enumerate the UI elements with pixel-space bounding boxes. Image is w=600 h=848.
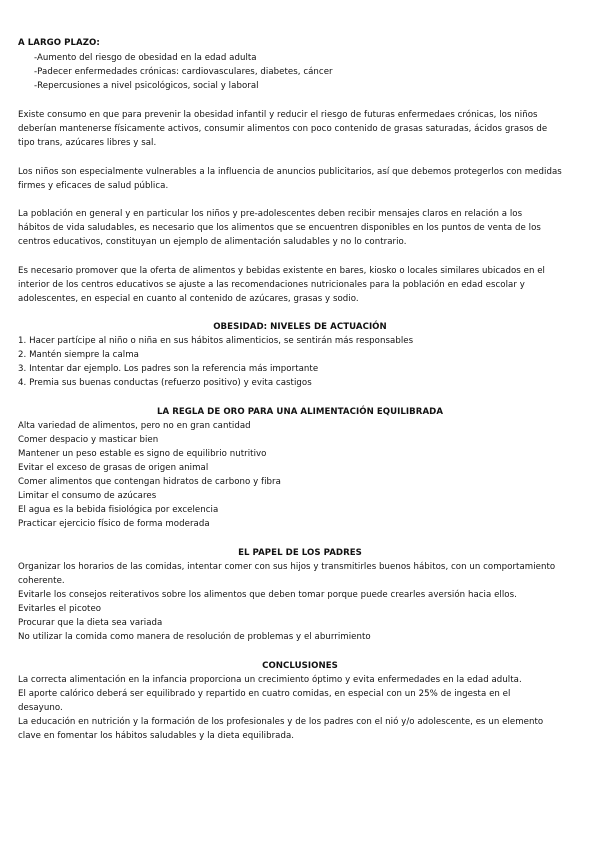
list-item: Limitar el consumo de azúcares [18,491,157,501]
paragraph-line: deberían mantenerse físicamente activos, consumir alimentos con poco contenido de grasas saturadas, ácidos grasos de [18,124,548,134]
list-item: 2. Mantén siempre la calma [18,350,139,360]
list-item: -Padecer enfermedades crónicas: cardiovasculares, diabetes, cáncer [34,67,333,77]
paragraph-line: interior de los centros educativos se ajuste a las recomendaciones nutricionales para la población en edad escolar y [18,280,525,290]
paragraph-line: Existe consumo en que para prevenir la obesidad infantil y reducir el riesgo de futuras enfermedaes crónicas, los niños [18,110,538,120]
list-item: La correcta alimentación en la infancia proporciona un crecimiento óptimo y evita enfermedades en la edad adulta. [18,675,522,685]
paragraph-line: La población en general y en particular los niños y pre-adolescentes deben recibir mensajes claros en relación a los [18,209,523,219]
list-item: 1. Hacer partícipe al niño o niña en sus hábitos alimenticios, se sentirán más responsables [18,336,414,346]
list-item: Practicar ejercicio físico de forma moderada [18,519,210,529]
list-item: -Repercusiones a nivel psicológicos, social y laboral [34,81,259,91]
list-item: desayuno. [18,703,63,713]
list-item: El agua es la bebida fisiológica por excelencia [18,505,219,515]
section-heading-obesidad: OBESIDAD: NIVELES DE ACTUACIÓN [213,322,387,332]
list-item: coherente. [18,576,65,586]
paragraph-line: tipo trans, azúcares libres y sal. [18,138,157,148]
section-heading-regla-de-oro: LA REGLA DE ORO PARA UNA ALIMENTACIÓN EQUILIBRADA [156,407,444,417]
list-item: 3. Intentar dar ejemplo. Los padres son la referencia más importante [18,364,319,374]
list-item: -Aumento del riesgo de obesidad en la edad adulta [34,53,257,63]
section-heading-largo-plazo: A LARGO PLAZO: [18,38,100,48]
paragraph-line: Los niños son especialmente vulnerables a la influencia de anuncios publicitarios, así que debemos protegerlos con medidas [18,167,562,177]
list-item: Evitarles el picoteo [18,604,102,614]
list-item: Comer despacio y masticar bien [18,435,159,445]
list-item: El aporte calórico deberá ser equilibrado y repartido en cuatro comidas, en especial con un 25% de ingesta en el [18,689,511,699]
section-heading-conclusiones: CONCLUSIONES [262,661,338,671]
list-item: Comer alimentos que contengan hidratos de carbono y fibra [18,477,281,487]
paragraph-line: adolescentes, en especial en cuanto al contenido de azúcares, grasas y sodio. [18,294,359,304]
list-item: clave en fomentar los hábitos saludables y la dieta equilibrada. [18,731,295,741]
paragraph-line: firmes y eficaces de salud pública. [18,181,169,191]
list-item: 4. Premia sus buenas conductas (refuerzo positivo) y evita castigos [18,378,312,388]
section-heading-padres: EL PAPEL DE LOS PADRES [238,548,362,558]
paragraph-line: hábitos de vida saludables, es necesario que los alimentos que se encuentren disponibles en los puntos de venta de los [18,223,541,233]
list-item: Organizar los horarios de las comidas, intentar comer con sus hijos y transmitirles buenos hábitos, con un comportamiento [18,562,556,572]
paragraph-line: centros educativos, constituyan un ejemplo de alimentación saludables y no lo contrario. [18,237,407,247]
list-item: Mantener un peso estable es signo de equilibrio nutritivo [18,449,267,459]
list-item: Procurar que la dieta sea variada [18,618,163,628]
paragraph-line: Es necesario promover que la oferta de alimentos y bebidas existente en bares, kiosko o locales similares ubicados en el [18,266,545,276]
list-item: Evitarle los consejos reiterativos sobre los alimentos que deben tomar porque puede crearles aversión hacia ellos. [18,590,517,600]
list-item: Alta variedad de alimentos, pero no en gran cantidad [18,421,251,431]
list-item: La educación en nutrición y la formación de los profesionales y de los padres con el nió y/o adolescente, es un elemento [18,717,544,727]
list-item: Evitar el exceso de grasas de origen animal [18,463,209,473]
list-item: No utilizar la comida como manera de resolución de problemas y el aburrimiento [18,632,371,642]
